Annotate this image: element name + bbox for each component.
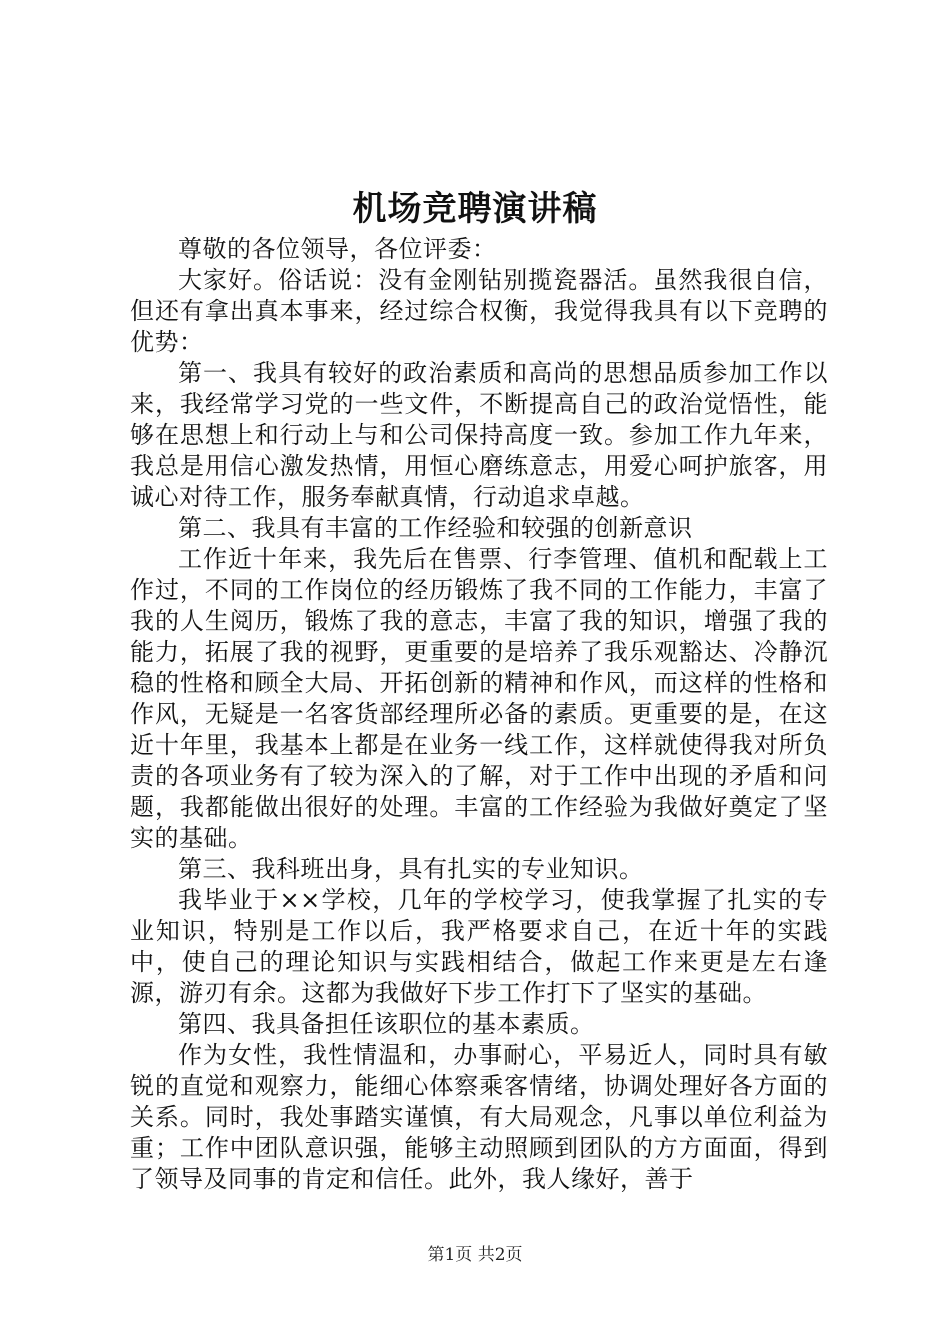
point-three-heading: 第三、我科班出身，具有扎实的专业知识。 (178, 855, 644, 883)
point-two-paragraph: 工作近十年来，我先后在售票、行李管理、值机和配载上工作过，不同的工作岗位的经历锻炼了我不同的工作能力，丰富了我的人生阅历，锻炼了我的意志，丰富了我的知识，增强了我的能力，拓展了我的视野，更重要的是培养了我乐观豁达、冷静沉稳的性格和顾全大局、开拓创新的精神和作风，而这样的性格和作风，无疑是一名客货部经理所必备的素质。更重要的是，在这近十年里，我基本上都是在业务一线工作，这样就使得我对所负责的各项业务有了较为深入的了解，对于工作中出现的矛盾和问题，我都能做出很好的处理。丰富的工作经验为我做好奠定了坚实的基础。 (130, 545, 828, 852)
document-title: 机场竞聘演讲稿 (352, 189, 598, 229)
point-four-heading: 第四、我具备担任该职位的基本素质。 (178, 1010, 595, 1038)
point-three-paragraph: 我毕业于××学校，几年的学校学习，使我掌握了扎实的专业知识，特别是工作以后，我严格要求自己，在近十年的实践中，使自己的理论知识与实践相结合，做起工作来更是左右逢源，游刃有余。这都为我做好下步工作打下了坚实的基础。 (130, 886, 828, 1007)
intro-paragraph: 大家好。俗话说：没有金刚钻别揽瓷器活。虽然我很自信，但还有拿出真本事来，经过综合权衡，我觉得我具有以下竞聘的优势： (130, 266, 828, 356)
point-two-heading: 第二、我具有丰富的工作经验和较强的创新意识 (178, 514, 693, 542)
point-one-paragraph: 第一、我具有较好的政治素质和高尚的思想品质参加工作以来，我经常学习党的一些文件，不断提高自己的政治觉悟性，能够在思想上和行动上与和公司保持高度一致。参加工作九年来，我总是用信心激发热情，用恒心磨练意志，用爱心呵护旅客，用诚心对待工作，服务奉献真情，行动追求卓越。 (130, 359, 828, 511)
document-body (130, 234, 828, 1195)
page-footer: 第1页 共2页 (427, 1245, 523, 1265)
salutation-paragraph: 尊敬的各位领导，各位评委： (178, 235, 497, 263)
point-four-paragraph: 作为女性，我性情温和，办事耐心，平易近人，同时具有敏锐的直觉和观察力，能细心体察乘客情绪，协调处理好各方面的关系。同时，我处事踏实谨慎，有大局观念，凡事以单位利益为重；工作中团队意识强，能够主动照顾到团队的方方面面，得到了领导及同事的肯定和信任。此外，我人缘好，善于 (130, 1041, 828, 1193)
